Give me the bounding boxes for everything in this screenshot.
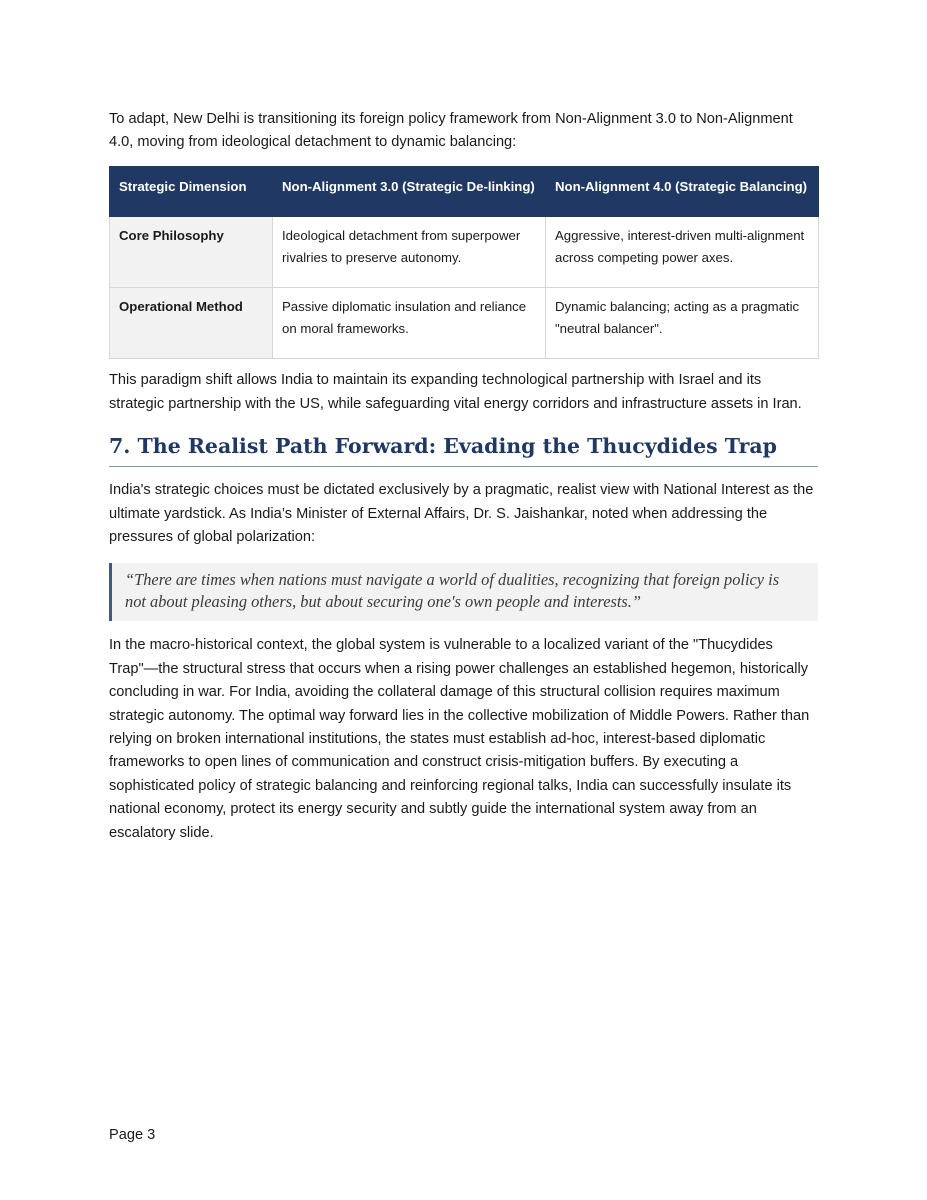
macro-historical-paragraph: In the macro-historical context, the global system is vulnerable to a localized variant of the "Thucydides Trap"—the structural stress that occurs when a rising power challenges an established hegemon, historically concluding in war. For India, avoiding the collateral damage of this structural collision requires maximum strategic autonomy. The optimal way forward lies in the collective mobilization of Middle Powers. Rather than relying on broken international institutions, the states must establish ad-hoc, interest-based diplomatic frameworks to open lines of communication and construct crisis-mitigation buffers. By executing a sophisticated policy of strategic balancing and reinforcing regional talks, India can successfully insulate its national economy, protect its energy security and subtly guide the international system away from an escalatory slide.: [109, 637, 810, 841]
realist-paragraph: India's strategic choices must be dictated exclusively by a pragmatic, realist view with National Interest as the ultimate yardstick. As India’s Minister of External Affairs, Dr. S. Jaishankar, noted when addressing the pressures of global polarization:: [109, 482, 814, 545]
table-cell-na3: Ideological detachment from superpower rivalries to preserve autonomy.: [273, 217, 546, 288]
table-header-row: [110, 166, 819, 217]
page-content: [109, 108, 818, 845]
table-cell-na4: Dynamic balancing; acting as a pragmatic "neutral balancer".: [546, 288, 819, 359]
table-cell-na4: Aggressive, interest-driven multi-alignment across competing power axes.: [546, 217, 819, 288]
table-header-cell: Strategic Dimension: [110, 166, 273, 217]
intro-paragraph: To adapt, New Delhi is transitioning its foreign policy framework from Non-Alignment 3.0 to Non-Alignment 4.0, moving from ideological detachment to dynamic balancing:: [109, 111, 793, 151]
jaishankar-quote: “There are times when nations must navigate a world of dualities, recognizing that foreign policy is not about pleasing others, but about securing one's own people and interests.”: [109, 563, 818, 621]
table-row-dimension: Operational Method: [110, 288, 273, 359]
table-cell-na3: Passive diplomatic insulation and reliance on moral frameworks.: [273, 288, 546, 359]
table-row-dimension: Core Philosophy: [110, 217, 273, 288]
section-heading: 7. The Realist Path Forward: Evading the Thucydides Trap: [109, 432, 818, 467]
table-header-cell: Non-Alignment 4.0 (Strategic Balancing): [546, 166, 819, 217]
table-row: [110, 288, 819, 359]
paradigm-shift-paragraph: This paradigm shift allows India to maintain its expanding technological partnership with Israel and its strategic partnership with the US, while safeguarding vital energy corridors and infrastructure assets in Iran.: [109, 372, 802, 412]
table-header-cell: Non-Alignment 3.0 (Strategic De-linking): [273, 166, 546, 217]
page-number: Page 3: [109, 1127, 156, 1143]
comparison-table: [109, 166, 819, 360]
table-row: [110, 217, 819, 288]
